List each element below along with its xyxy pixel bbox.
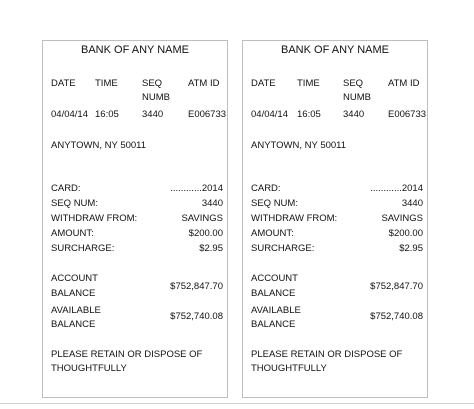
withdraw-from-label: WITHDRAW FROM: [251,213,338,224]
seq-num-label: SEQ NUM: [251,198,298,209]
header-atm-id: ATM ID [388,78,420,89]
seq-num-value: 3440 [201,198,223,209]
value-date: 04/04/14 [51,109,88,120]
available-balance-label-2: BALANCE [51,319,96,330]
header-date: DATE [51,78,76,89]
bank-name: BANK OF ANY NAME [81,44,189,56]
header-seq: SEQ [343,78,364,89]
location: ANYTOWN, NY 50011 [51,140,147,151]
header-time: TIME [297,78,320,89]
amount-label: AMOUNT: [51,228,94,239]
receipt-left [42,40,228,398]
withdraw-from-value: SAVINGS [181,213,223,224]
card-value: ............2014 [170,183,223,194]
withdraw-from-label: WITHDRAW FROM: [51,213,138,224]
footer-line-1: PLEASE RETAIN OR DISPOSE OF [251,349,403,360]
footer-line-1: PLEASE RETAIN OR DISPOSE OF [51,349,203,360]
amount-label: AMOUNT: [251,228,294,239]
header-seq: SEQ [142,78,163,89]
surcharge-label: SURCHARGE: [51,243,115,254]
card-label: CARD: [251,183,281,194]
account-balance-label-1: ACCOUNT [51,273,98,284]
header-date: DATE [251,78,276,89]
page-divider [0,403,474,404]
header-seq-numb: NUMB [343,92,371,103]
value-atm-id: E006733 [188,109,227,120]
surcharge-value: $2.95 [399,243,423,254]
footer-line-2: THOUGHTFULLY [251,363,327,374]
card-value: ............2014 [370,183,423,194]
footer-line-2: THOUGHTFULLY [51,363,127,374]
available-balance-value: $752,740.08 [170,311,223,322]
account-balance-label-2: BALANCE [251,288,296,299]
location: ANYTOWN, NY 50011 [251,140,347,151]
value-atm-id: E006733 [388,109,427,120]
bank-name: BANK OF ANY NAME [281,44,389,56]
surcharge-value: $2.95 [199,243,223,254]
header-time: TIME [95,78,118,89]
account-balance-value: $752,847.70 [170,281,223,292]
available-balance-label-2: BALANCE [251,319,296,330]
header-atm-id: ATM ID [188,78,220,89]
available-balance-label-1: AVAILABLE [51,305,101,316]
account-balance-value: $752,847.70 [370,281,423,292]
value-date: 04/04/14 [251,109,288,120]
seq-num-label: SEQ NUM: [51,198,98,209]
seq-num-value: 3440 [401,198,423,209]
account-balance-label-2: BALANCE [51,288,96,299]
available-balance-label-1: AVAILABLE [251,305,301,316]
value-time: 16:05 [297,109,321,120]
value-seq: 3440 [343,109,365,120]
value-seq: 3440 [142,109,164,120]
amount-value: $200.00 [388,228,423,239]
receipt-right [242,40,428,398]
withdraw-from-value: SAVINGS [381,213,423,224]
account-balance-label-1: ACCOUNT [251,273,298,284]
header-seq-numb: NUMB [142,92,170,103]
amount-value: $200.00 [188,228,223,239]
available-balance-value: $752,740.08 [370,311,423,322]
card-label: CARD: [51,183,81,194]
value-time: 16:05 [95,109,119,120]
surcharge-label: SURCHARGE: [251,243,315,254]
